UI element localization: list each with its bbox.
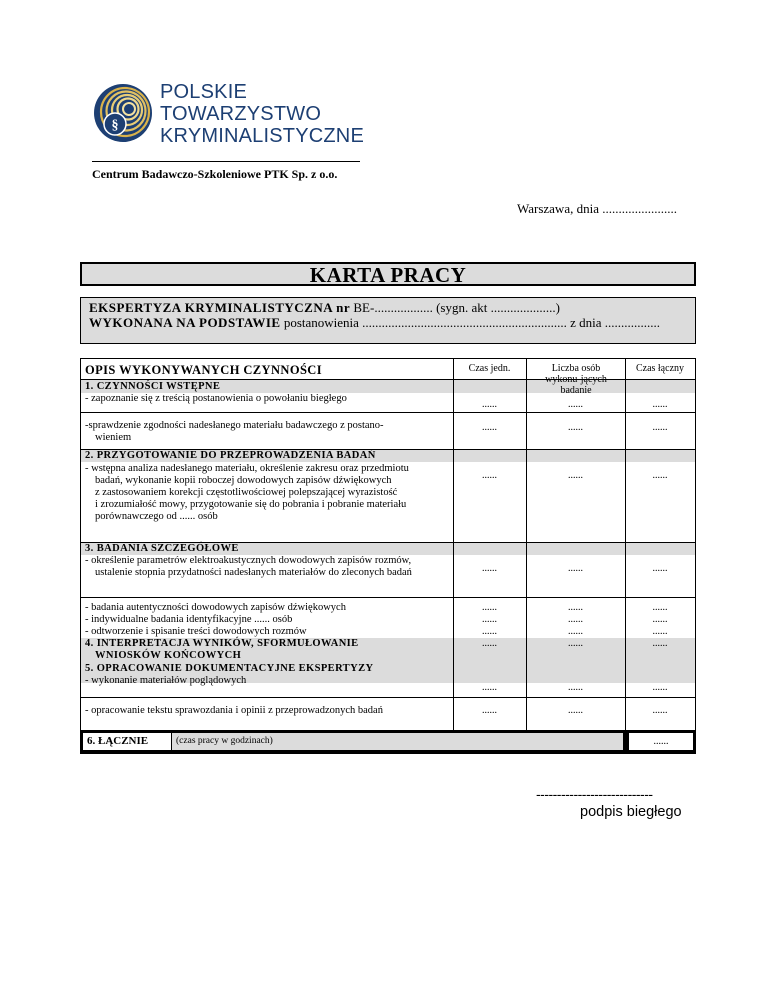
persons-value: ...... [568, 470, 583, 481]
total-time-value: ...... [652, 626, 668, 637]
section-heading-4-cont: WNIOSKÓW KOŃCOWYCH [95, 650, 242, 661]
total-time-value: ...... [652, 638, 668, 649]
unit-time-value: ...... [482, 470, 497, 481]
signature-line: ---------------------------- [536, 786, 653, 802]
expertise-basis-line [89, 315, 660, 330]
unit-time-value: ...... [482, 638, 497, 649]
row-description: - opracowanie tekstu sprawozdania i opinii z przeprowadzonych badań [85, 705, 383, 716]
row-divider [81, 412, 695, 413]
col-header-persons: Liczba osób wykonu-jących badanie [545, 363, 607, 396]
unit-time-value: ...... [482, 705, 497, 716]
total-time-value: ...... [652, 563, 668, 574]
org-name-line-2: TOWARZYSTWO [160, 103, 322, 125]
header-rule [92, 161, 360, 162]
row-description: - wykonanie materiałów poglądowych [85, 675, 247, 686]
section-heading-5: 5. OPRACOWANIE DOKUMENTACYJNE EKSPERTYZY [85, 663, 374, 674]
row-description-cont: badań, wykonanie kopii roboczej dowodowych zapisów dźwiękowych [95, 475, 392, 486]
row-description: -sprawdzenie zgodności nadesłanego materiału badawczego z postano- [85, 420, 384, 431]
unit-time-value: ...... [482, 602, 497, 613]
expertise-basis-label: WYKONANA NA PODSTAWIE [89, 315, 281, 330]
persons-value: ...... [568, 682, 583, 693]
org-name-line-1: POLSKIE [160, 81, 247, 103]
total-time-value: ...... [652, 705, 668, 716]
section-heading-4: 4. INTERPRETACJA WYNIKÓW, SFORMUŁOWANIE [85, 638, 359, 649]
persons-value: ...... [568, 614, 583, 625]
total-time-value: ...... [652, 470, 668, 481]
expertise-number-label: EKSPERTYZA KRYMINALISTYCZNA nr [89, 300, 351, 315]
row-divider [81, 597, 695, 598]
page-title: KARTA PRACY [309, 263, 467, 287]
centrum-name: Centrum Badawczo-Szkoleniowe PTK Sp. z o.o. [92, 167, 338, 181]
row-divider [81, 697, 695, 698]
total-time-value: ...... [652, 399, 668, 410]
expertise-box [80, 297, 696, 344]
row-description: - określenie parametrów elektroakustycznych dowodowych zapisów rozmów, [85, 555, 412, 566]
unit-time-value: ...... [482, 399, 497, 410]
expertise-number-value: BE-.................. (sygn. akt ....................) [350, 300, 560, 315]
section-heading-1: 1. CZYNNOŚCI WSTĘPNE [85, 381, 221, 392]
section-heading-2: 2. PRZYGOTOWANIE DO PRZEPROWADZENIA BADAŃ [85, 450, 376, 461]
work-table [80, 358, 696, 754]
row-description: - zapoznanie się z treścią postanowienia o powołaniu biegłego [85, 393, 347, 404]
persons-value: ...... [568, 705, 583, 716]
total-time-value: ...... [652, 422, 668, 433]
row-description-cont: wieniem [95, 432, 132, 443]
persons-value: ...... [568, 626, 583, 637]
unit-time-value: ...... [482, 563, 497, 574]
expertise-number-line [89, 300, 560, 315]
row-description-cont: z zastosowaniem korekcji częstotliwościowej polepszającej wyrazistość [95, 487, 398, 498]
persons-value: ...... [568, 563, 583, 574]
unit-time-value: ...... [482, 614, 497, 625]
row-description: - odtworzenie i spisanie treści dowodowych rozmów [85, 626, 307, 637]
org-name-line-3: KRYMINALISTYCZNE [160, 125, 364, 147]
total-time-value: ...... [652, 614, 668, 625]
unit-time-value: ...... [482, 626, 497, 637]
total-row [80, 730, 696, 753]
total-label: 6. ŁĄCZNIE [87, 735, 149, 747]
persons-value: ...... [568, 399, 583, 410]
unit-time-value: ...... [482, 422, 497, 433]
row-description-cont: i zrozumiałość mowy, przygotowanie się do pobrania i pobranie materiału [95, 499, 407, 510]
persons-value: ...... [568, 602, 583, 613]
total-time-sum: ...... [653, 736, 669, 747]
col-header-total-time: Czas łączny [635, 363, 685, 374]
title-box [80, 262, 696, 286]
expertise-basis-value: postanowienia ............................................................... z dnia ................. [280, 315, 661, 330]
total-time-value: ...... [652, 602, 668, 613]
total-time-value: ...... [652, 682, 668, 693]
section-heading-3: 3. BADANIA SZCZEGÓŁOWE [85, 543, 239, 554]
row-description-cont: ustalenie stopnia przydatności nadesłanych materiałów do zleconych badań [95, 567, 412, 578]
row-description: - indywidualne badania identyfikacyjne ...... osób [85, 614, 293, 625]
signature-label: podpis biegłego [580, 804, 682, 820]
table-header-title: OPIS WYKONYWANYCH CZYNNOŚCI [85, 363, 322, 377]
row-description-cont: porównawczego od ...... osób [95, 511, 218, 522]
ptk-logo [92, 82, 154, 144]
total-note: (czas pracy w godzinach) [176, 736, 273, 746]
col-header-unit-time: Czas jedn. [468, 363, 511, 374]
city-date-field: Warszawa, dnia ....................... [517, 201, 677, 216]
persons-value: ...... [568, 422, 583, 433]
unit-time-value: ...... [482, 682, 497, 693]
persons-value: ...... [568, 638, 583, 649]
row-description: - badania autentyczności dowodowych zapisów dźwiękowych [85, 602, 346, 613]
row-description: - wstępna analiza nadesłanego materiału, określenie zakresu oraz przedmiotu [85, 463, 409, 474]
paragraph-icon: § [111, 118, 119, 133]
